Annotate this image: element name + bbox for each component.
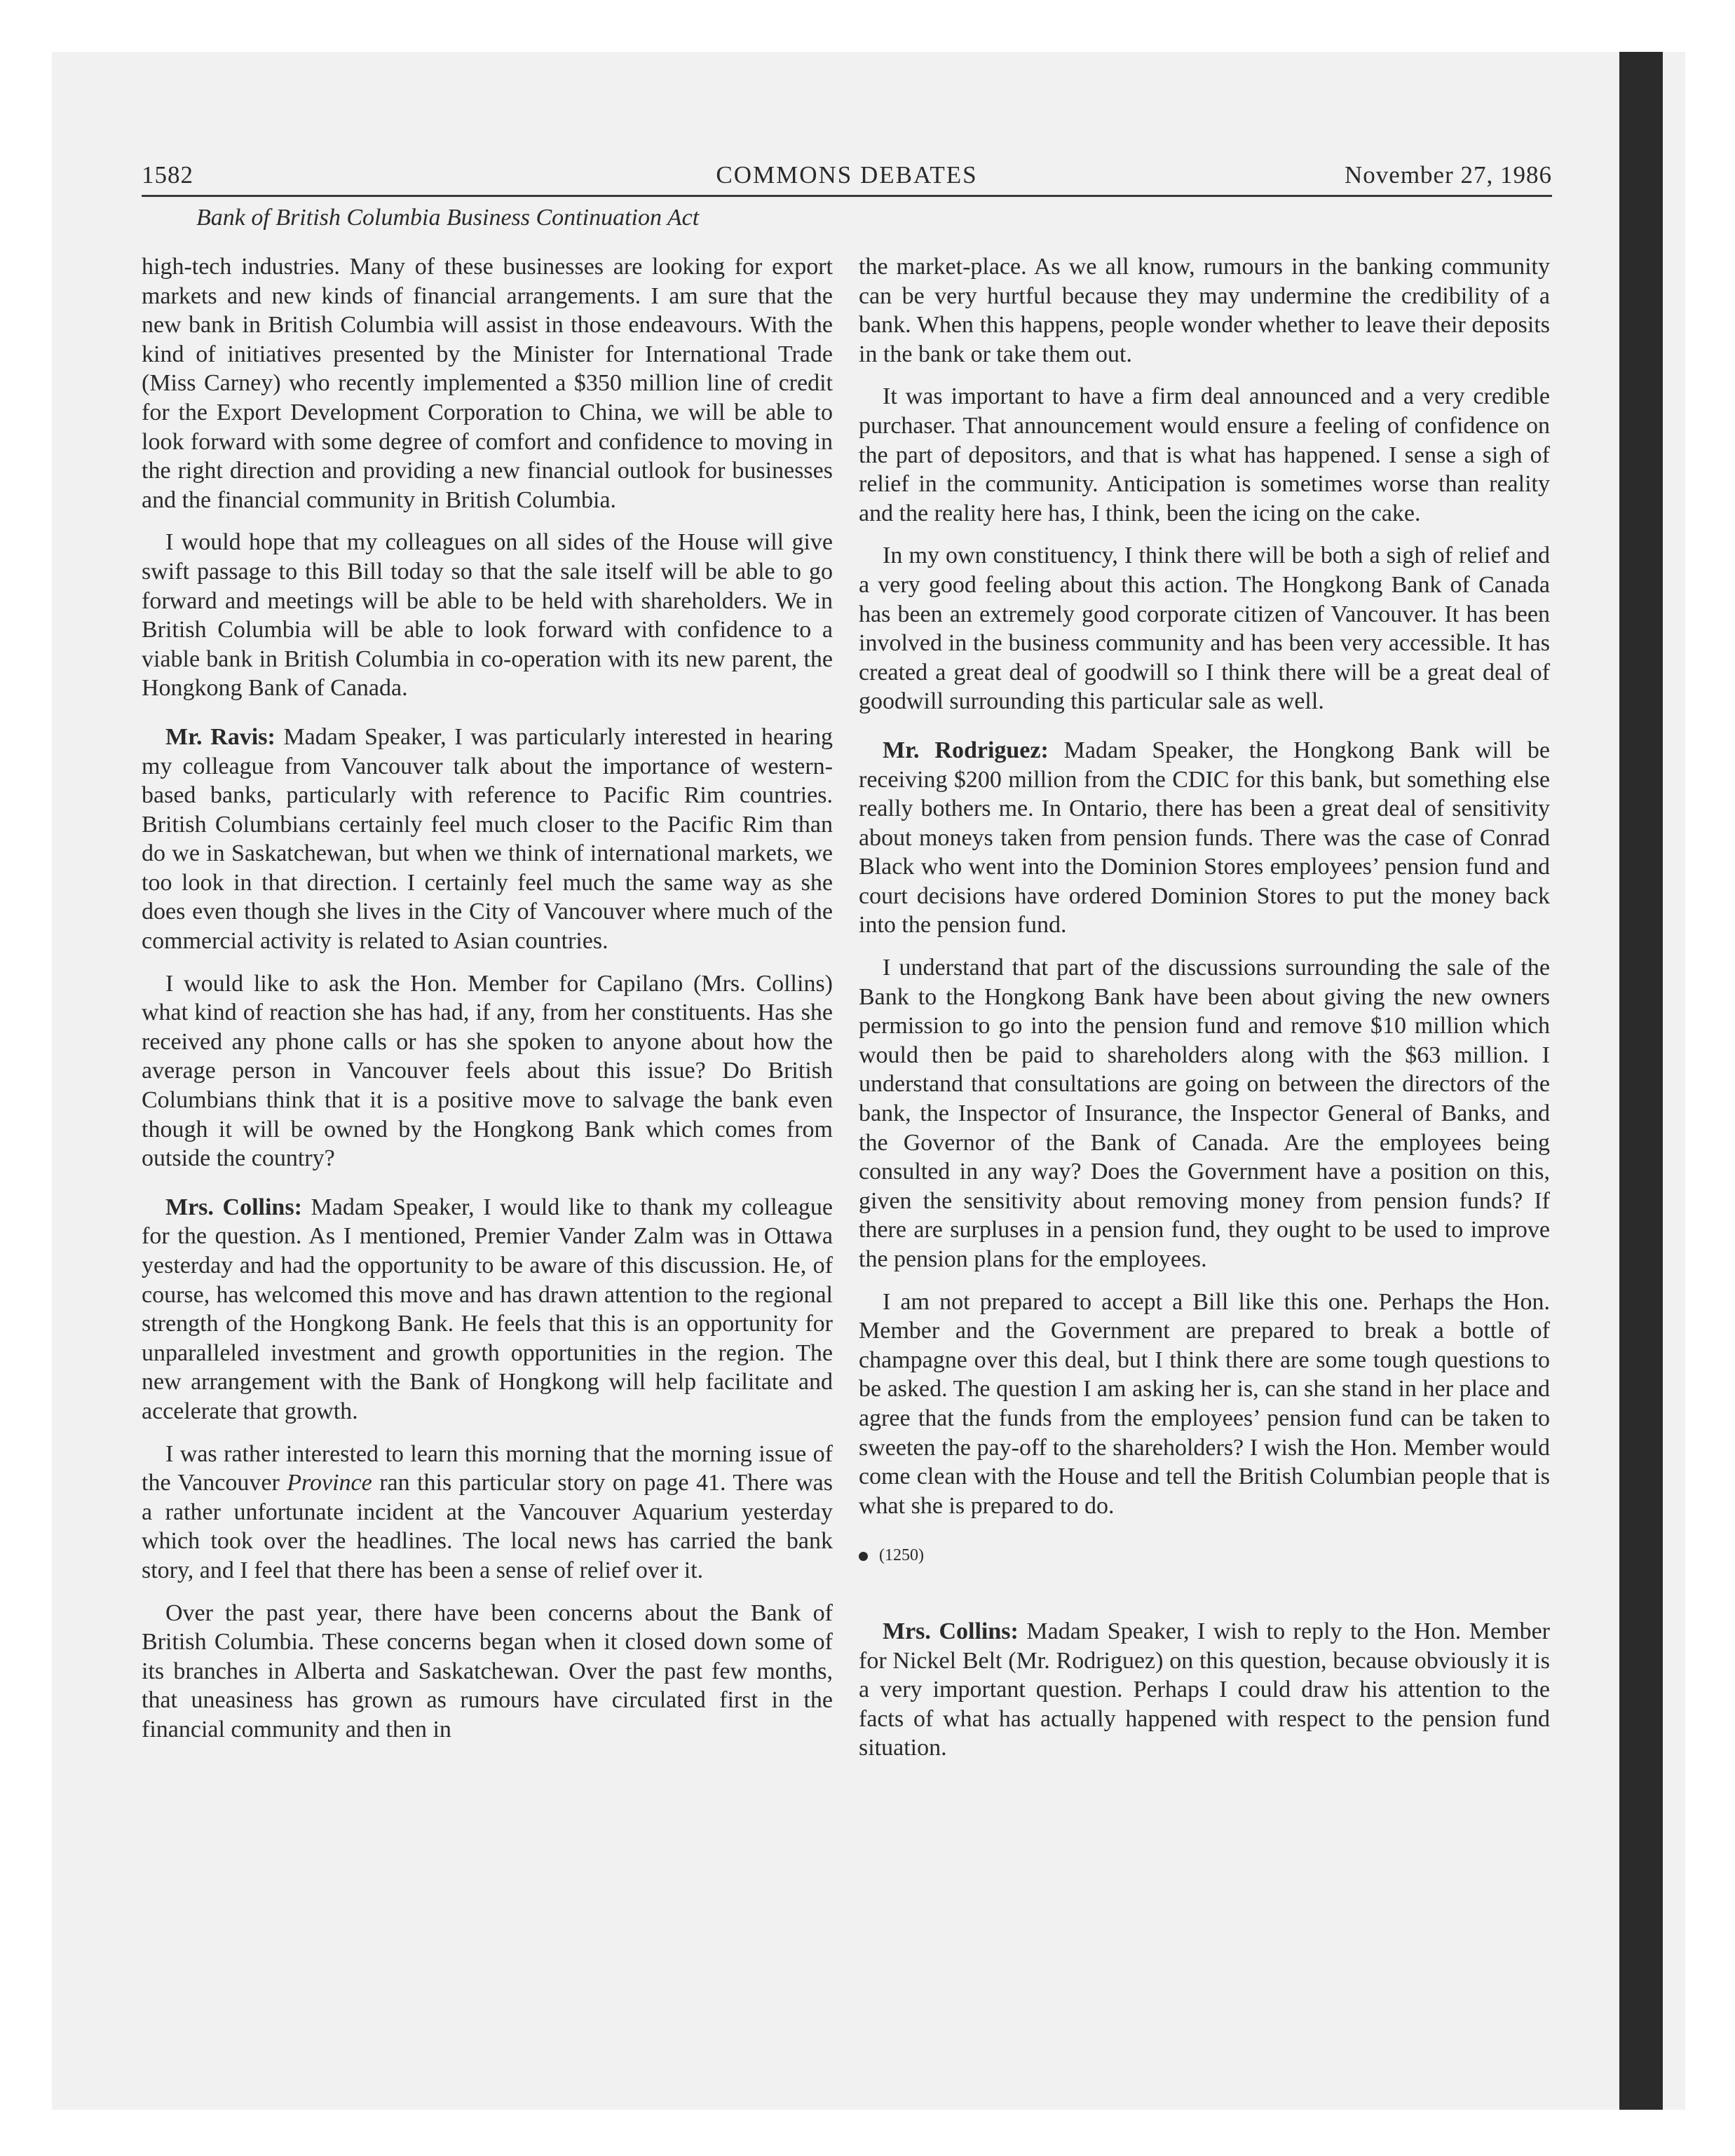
speech-text: I was rather interested to learn this morning that the morning issue of the Vancouver [142,1440,833,1496]
speaker-name: Mrs. Collins: [883,1618,1019,1644]
paragraph: high-tech industries. Many of these businesses are looking for export markets and new kinds of financial arrangements. I am sure that the new bank in British Columbia will assist in those endeavours. With the kind of initiatives presented by the Minister for International Trade (Miss Carney) who recently implemented a $350 million line of credit for the Export Development Corporation to China, we will be able to look forward with some degree of comfort and confidence to moving in the right direction and providing a new financial outlook for businesses and the financial community in British Columbia. [142,254,833,513]
speech-text: ran this particular story on page 41. There was a rather unfortunate incident at the Vancouver Aquarium yesterday which took over the headlines. The local news has carried the bank story, and I feel that there has been a sense of relief over it. [142,1470,833,1583]
paragraph [142,1193,833,1426]
paragraph [142,723,833,956]
subject-heading: Bank of British Columbia Business Continuation Act [196,205,700,231]
speech-text: Madam Speaker, I wish to reply to the Hon. Member for Nickel Belt (Mr. Rodriguez) on this question, because obviously it is a very important question. Perhaps I could draw his attention to the facts of what has actually happened with respect to the pension fund situation. [859,1618,1550,1761]
speech-text: Madam Speaker, I was particularly interested in hearing my colleague from Vancouver talk about the importance of western-based banks, particularly with reference to Pacific Rim countries. British Columbians certainly feel much closer to the Pacific Rim than do we in Saskatchewan, but when we think of international markets, we too look in that direction. I certainly feel much the same way as she does even though she lives in the City of Vancouver where much of the commercial activity is related to Asian countries. [142,723,833,955]
publication-title: COMMONS DEBATES [716,161,978,189]
speech-text: Madam Speaker, the Hongkong Bank will be receiving $200 million from the CDIC for this bank, but something else really bothers me. In Ontario, there has been a great deal of sensitivity about moneys taken from pension funds. There was the case of Conrad Black who went into the Dominion Stores employees’ pension fund and court decisions have ordered Dominion Stores to put the money back into the pension fund. [859,737,1550,939]
paragraph [859,736,1550,940]
right-column [859,252,1550,1776]
paragraph: I understand that part of the discussions surrounding the sale of the Bank to the Hongkong Bank have been about giving the new owners permission to go into the pension fund and remove $10 million which would then be paid to shareholders along with the $63 million. I understand that consultations are going on between the directors of the bank, the Inspector of Insurance, the Inspector General of Banks, and the Governor of the Bank of Canada. Are the employees being consulted in any way? Does the Government have a position on this, given the sensitivity about removing money from pension funds? If there are surpluses in a pension fund, they ought to be used to improve the pension plans for the employees. [859,955,1550,1272]
page-number: 1582 [142,161,193,189]
bullet-icon [859,1552,868,1561]
time-marker [859,1541,1550,1571]
paragraph: It was important to have a firm deal announced and a very credible purchaser. That announcement would ensure a feeling of confidence on the part of depositors, and that is what has happened. I sense a sigh of relief in the community. Anticipation is sometimes worse than reality and the reality here has, I think, been the icing on the cake. [859,383,1550,526]
paragraph [142,1440,833,1585]
speaker-name: Mr. Ravis: [165,723,275,750]
paragraph: I would hope that my colleagues on all sides of the House will give swift passage to this Bill today so that the sale itself will be able to go forward and meetings will be able to be held with shareholders. We in British Columbia will be able to look forward with confidence to a viable bank in British Columbia in co-operation with its new parent, the Hongkong Bank of Canada. [142,529,833,702]
left-column [142,252,833,1758]
speaker-name: Mrs. Collins: [165,1194,302,1220]
paragraph: I would like to ask the Hon. Member for Capilano (Mrs. Collins) what kind of reaction she has had, if any, from her constituents. Has she received any phone calls or has she spoken to anyone about how the average person in Vancouver feels about this issue? Do British Columbians think that it is a positive move to salvage the bank even though it will be owned by the Hongkong Bank which comes from outside the country? [142,970,833,1172]
paragraph: Over the past year, there have been concerns about the Bank of British Columbia. These concerns began when it closed down some of its branches in Alberta and Saskatchewan. Over the past few months, that uneasiness has grown as rumours have circulated first in the financial community and then in [142,1599,833,1742]
newspaper-name: Province [287,1470,372,1496]
scan-edge-shadow [1619,52,1663,2110]
paragraph: I am not prepared to accept a Bill like this one. Perhaps the Hon. Member and the Government are prepared to break a bottle of champagne over this deal, but I think there are some tough questions to be asked. The question I am asking her is, can she stand in her place and agree that the funds from the employees’ pension fund can be taken to sweeten the pay-off to the shareholders? I wish the Hon. Member would come clean with the House and tell the British Columbian people that is what she is prepared to do. [859,1288,1550,1519]
running-header [142,156,1552,197]
publication-date: November 27, 1986 [1345,161,1552,189]
speech-text: Madam Speaker, I would like to thank my colleague for the question. As I mentioned, Premier Vander Zalm was in Ottawa yesterday and had the opportunity to be aware of this discussion. He, of course, has welcomed this move and has drawn attention to the regional strength of the Hongkong Bank. He feels that this is an opportunity for unparalleled investment and growth opportunities in the region. The new arrangement with the Bank of Hongkong will help facilitate and accelerate that growth. [142,1194,833,1424]
speaker-name: Mr. Rodriguez: [883,737,1049,763]
paragraph [859,1617,1550,1763]
paragraph: the market-place. As we all know, rumours in the banking community can be very hurtful because they may undermine the credibility of a bank. When this happens, people wonder whether to leave their deposits in the bank or take them out. [859,254,1550,367]
time-marker-text: (1250) [879,1546,924,1565]
paragraph: In my own constituency, I think there will be both a sigh of relief and a very good feeling about this action. The Hongkong Bank of Canada has been an extremely good corporate citizen of Vancouver. It has been involved in the business community and has been very accessible. It has created a great deal of goodwill so I think there will be a great deal of goodwill surrounding this particular sale as well. [859,543,1550,715]
